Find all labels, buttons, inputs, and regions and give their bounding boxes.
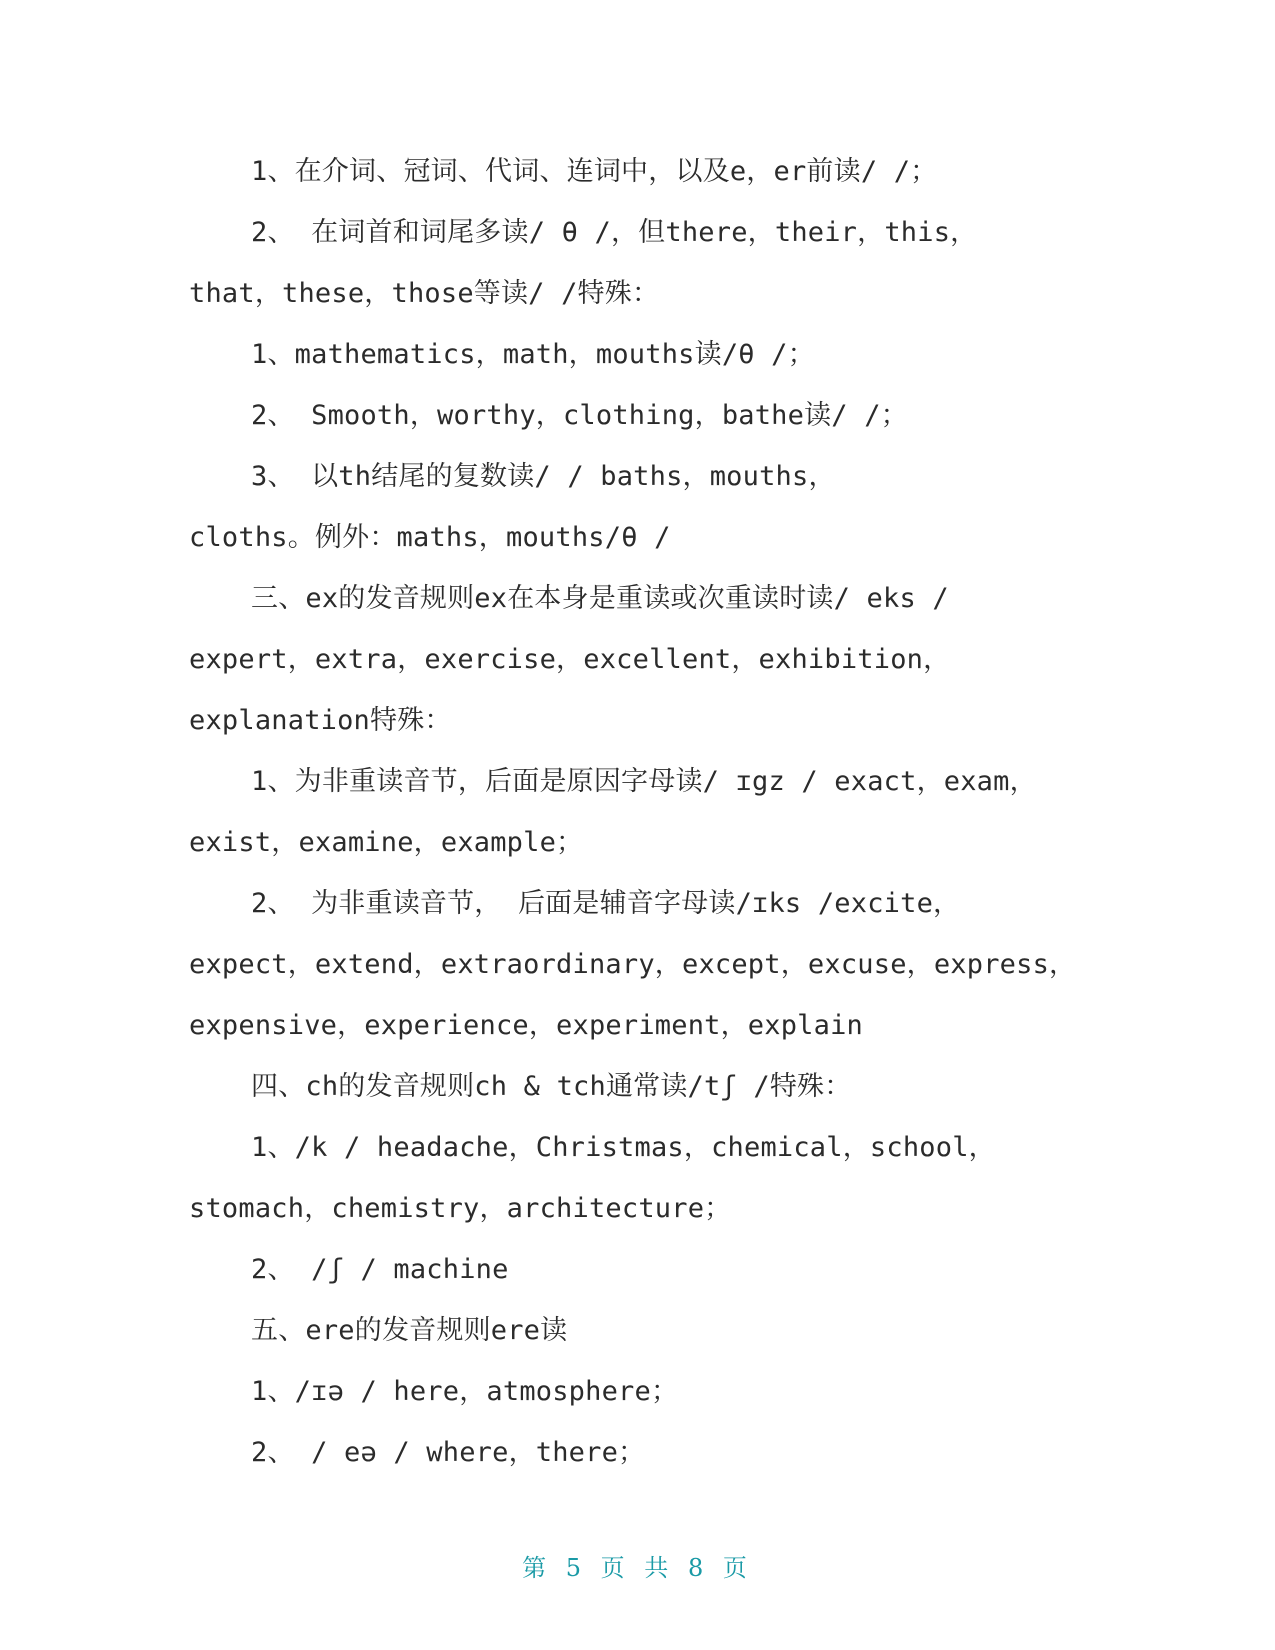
text-line: 3、 以th结尾的复数读/ / baths，mouths，	[251, 461, 836, 492]
section-heading-ch: 四、ch的发音规则ch & tch通常读/tʃ /特殊：	[251, 1071, 852, 1102]
text-line: 2、 /ʃ / machine	[251, 1254, 509, 1285]
text-line: that，these，those等读/ /特殊：	[189, 278, 660, 309]
text-line: 1、/k / headache，Christmas，chemical，school，	[251, 1132, 996, 1163]
text-line: 2、 / eə / where，there；	[251, 1437, 646, 1468]
text-line: cloths。例外：maths，mouths/θ /	[189, 522, 671, 553]
text-line: 1、在介词、冠词、代词、连词中，以及e，er前读/ /；	[251, 156, 938, 187]
text-line: 1、mathematics，math，mouths读/θ /；	[251, 339, 815, 370]
text-line: expert，extra，exercise，excellent，exhibition，	[189, 644, 951, 675]
text-line: 1、/ɪə / here，atmosphere；	[251, 1376, 679, 1407]
text-line: 2、 为非重读音节， 后面是辅音字母读/ɪks /excite，	[251, 888, 961, 919]
text-line: stomach，chemistry，architecture；	[189, 1193, 732, 1224]
text-line: 2、 Smooth，worthy，clothing，bathe读/ /；	[251, 400, 908, 431]
document-body	[189, 141, 1089, 1483]
text-line: expensive，experience，experiment，explain	[189, 1010, 863, 1041]
section-heading-ex: 三、ex的发音规则ex在本身是重读或次重读时读/ eks /	[251, 583, 949, 614]
text-line: explanation特殊：	[189, 705, 452, 736]
page-number-footer: 第 5 页 共 8 页	[522, 1554, 753, 1582]
text-line: expect，extend，extraordinary，except，excuse，express，	[189, 949, 1077, 980]
text-line: 2、 在词首和词尾多读/ θ /，但there，their，this，	[251, 217, 978, 248]
text-line: exist，examine，example；	[189, 827, 584, 858]
section-heading-ere: 五、ere的发音规则ere读	[251, 1315, 568, 1346]
text-line: 1、为非重读音节，后面是原因字母读/ ɪgz / exact，exam，	[251, 766, 1037, 797]
